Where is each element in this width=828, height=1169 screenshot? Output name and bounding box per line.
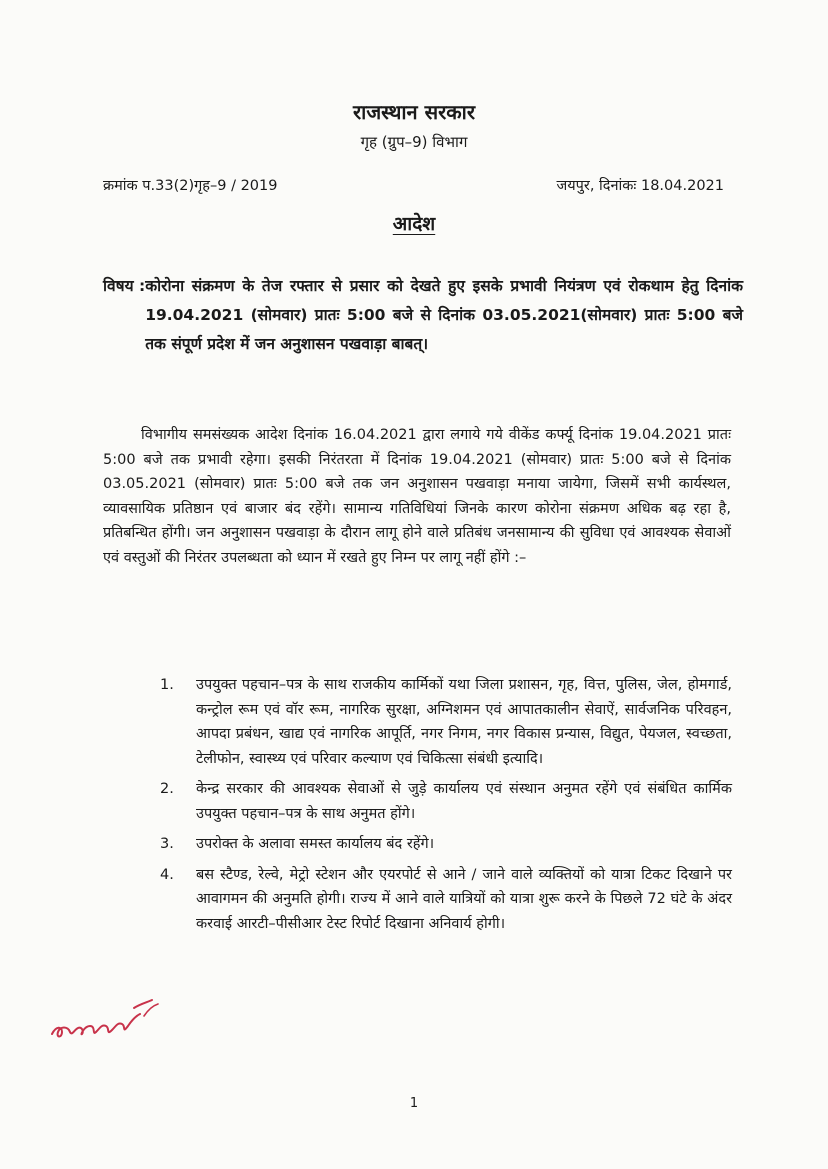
- list-item: [160, 832, 732, 857]
- subject-label: विषय :: [103, 277, 146, 295]
- list-item: [160, 863, 732, 937]
- reference-number: क्रमांक प.33(2)गृह–9 / 2019: [103, 178, 278, 194]
- handwritten-signature: [48, 996, 168, 1046]
- list-item-text: उपरोक्त के अलावा समस्त कार्यालय बंद रहेंगे।: [196, 836, 435, 852]
- page-number: 1: [409, 1096, 419, 1111]
- list-item: [160, 777, 732, 826]
- list-item-text: केन्द्र सरकार की आवश्यक सेवाओं से जुड़े कार्यालय एवं संस्थान अनुमत रहेंगे एवं संबंधित कार्मिक उपयुक्त पहचान–पत्र के साथ अनुमत होंगे।: [196, 781, 732, 822]
- government-title: राजस्थान सरकार: [352, 100, 476, 124]
- order-heading: आदेश: [392, 213, 436, 235]
- subject-block: [103, 272, 743, 359]
- list-item-number: 2.: [160, 781, 174, 797]
- list-item-number: 4.: [160, 866, 174, 883]
- department-name: गृह (ग्रुप–9) विभाग: [360, 133, 468, 151]
- exemption-list: [160, 673, 732, 942]
- subject-text: कोरोना संक्रमण के तेज रफ्तार से प्रसार को देखते हुए इसके प्रभावी नियंत्रण एवं रोकथाम हेतु दिनांक 19.04.2021 (सोमवार) प्रातः 5:00 बजे से दिनांक 03.05.2021(सोमवार) प्रातः 5:00 बजे तक संपूर्ण प्रदेश में जन अनुशासन पखवाड़ा बाबत्।: [145, 277, 743, 353]
- body-paragraph: विभागीय समसंख्यक आदेश दिनांक 16.04.2021 द्वारा लगाये गये वीकेंड कर्फ्यू दिनांक 19.04.2021 प्रातः 5:00 बजे तक प्रभावी रहेगा। इसकी निरंतरता में दिनांक 19.04.2021 (सोमवार) प्रातः 5:00 बजे से दिनांक 03.05.2021 (सोमवार) प्रातः 5:00 बजे तक जन अनुशासन पखवाड़ा मनाया जायेगा, जिसमें सभी कार्यस्थल, व्यावसायिक प्रतिष्ठान एवं बाजार बंद रहेंगे। सामान्य गतिविधियां जिनके कारण कोरोना संक्रमण अधिक बढ़ रहा है, प्रतिबन्धित होंगी। जन अनुशासन पखवाड़ा के दौरान लागू होने वाले प्रतिबंध जनसामान्य की सुविधा एवं आवश्यक सेवाओं एवं वस्तुओं की निरंतर उपलब्धता को ध्यान में रखते हुए निम्न पर लागू नहीं होंगे :–: [103, 427, 731, 566]
- list-item-number: 1.: [160, 677, 174, 693]
- list-item-text: उपयुक्त पहचान–पत्र के साथ राजकीय कार्मिकों यथा जिला प्रशासन, गृह, वित्त, पुलिस, जेल, होमगार्ड, कन्ट्रोल रूम एवं वॉर रूम, नागरिक सुरक्षा, अग्निशमन एवं आपातकालीन सेवाऐं, सार्वजनिक परिवहन, आपदा प्रबंधन, खाद्य एवं नागरिक आपूर्ति, नगर निगम, नगर विकास प्रन्यास, विद्युत, पेयजल, स्वच्छता, टेलीफोन, स्वास्थ्य एवं परिवार कल्याण एवं चिकित्सा संबंधी इत्यादि।: [196, 677, 732, 767]
- list-item: [160, 673, 732, 771]
- place-and-date: जयपुर, दिनांकः 18.04.2021: [556, 178, 724, 194]
- list-item-text: बस स्टैण्ड, रेल्वे, मेट्रो स्टेशन और एयरपोर्ट से आने / जाने वाले व्यक्तियों को यात्रा टिकट दिखाने पर आवागमन की अनुमति होगी। राज्य में आने वाले यात्रियों को यात्रा शुरू करने के पिछले 72 घंटे के अंदर करवाई आरटी–पीसीआर टेस्ट रिपोर्ट दिखाना अनिवार्य होगी।: [196, 866, 732, 932]
- list-item-number: 3.: [160, 836, 174, 852]
